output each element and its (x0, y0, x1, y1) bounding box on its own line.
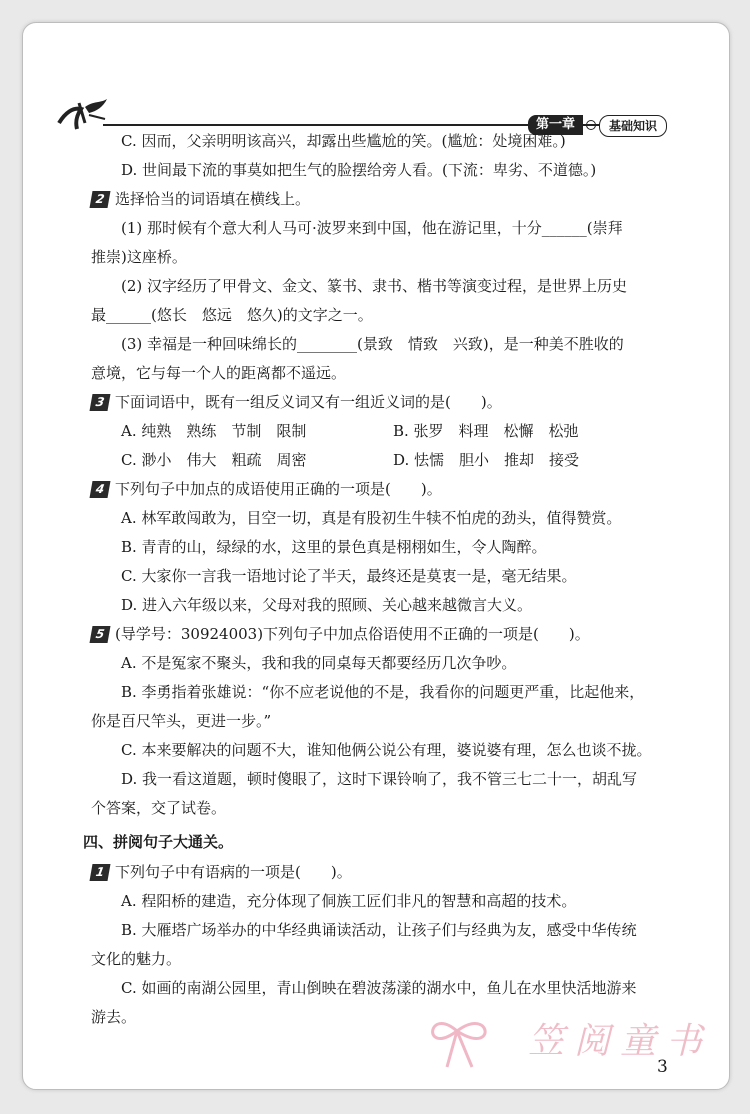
question-number-badge: 1 (90, 864, 111, 881)
question-5 (91, 623, 590, 645)
watermark-text: 笠阅童书 (528, 1021, 713, 1062)
option-d-prev: D. 世间最下流的事莫如把生气的脸摆给旁人看。(下流：卑劣、不道德。) (121, 161, 597, 179)
question-number-badge: 4 (90, 481, 111, 498)
section-4-title: 四、拼阅句子大通关。 (83, 833, 234, 851)
s1-option-b-line2: 文化的魅力。 (91, 950, 182, 968)
brush-logo-icon (55, 93, 111, 133)
s1-option-a: A. 程阳桥的建造，充分体现了侗族工匠们非凡的智慧和高超的技术。 (121, 892, 577, 910)
q3-option-a: A. 纯熟 熟练 节制 限制 (121, 422, 307, 440)
q5-option-a: A. 不是冤家不聚头，我和我的同桌每天都要经历几次争吵。 (121, 654, 517, 672)
question-number-badge: 2 (90, 191, 111, 208)
q3-option-c: C. 渺小 伟大 粗疏 周密 (121, 451, 307, 469)
s1-option-c-line2: 游去。 (91, 1008, 137, 1026)
question-2-title: 选择恰当的词语填在横线上。 (115, 190, 311, 208)
question-4 (91, 478, 442, 500)
q3-option-d: D. 怯懦 胆小 推却 接受 (393, 451, 580, 469)
question-2 (91, 188, 310, 210)
q5-option-d-line2: 个答案，交了试卷。 (91, 799, 227, 817)
page-number: 3 (657, 1057, 668, 1077)
q5-option-d-line1: D. 我一看这道题，顿时傻眼了，这时下课铃响了，我不管三七二十一，胡乱写 (121, 770, 638, 788)
q3-option-b: B. 张罗 料理 松懈 松弛 (393, 422, 579, 440)
question-4-title: 下列句子中加点的成语使用正确的一项是( )。 (115, 480, 442, 498)
q2-item-3a: (3) 幸福是一种回味绵长的________(景致 情致 兴致)，是一种美不胜收的 (121, 335, 624, 353)
q2-item-2b: 最______(悠长 悠远 悠久)的文字之一。 (91, 306, 373, 324)
q4-option-a: A. 林军敢闯敢为，目空一切，真是有股初生牛犊不怕虎的劲头，值得赞赏。 (121, 509, 622, 527)
book-page (22, 22, 730, 1090)
q2-item-3b: 意境，它与每一个人的距离都不遥远。 (91, 364, 347, 382)
s1-option-b-line1: B. 大雁塔广场举办的中华经典诵读活动，让孩子们与经典为友，感受中华传统 (121, 921, 637, 939)
header-dot (586, 120, 596, 130)
chapter-label: 第一章 (528, 115, 583, 135)
q2-item-1a: (1) 那时候有个意大利人马可·波罗来到中国，他在游记里，十分______(崇拜 (121, 219, 623, 237)
q5-option-b-line1: B. 李勇指着张雄说：“你不应老说他的不是，我看你的问题更严重，比起他来， (121, 683, 645, 701)
q4-option-d: D. 进入六年级以来，父母对我的照顾、关心越来越微言大义。 (121, 596, 533, 614)
q5-option-b-line2: 你是百尺竿头，更进一步。” (91, 712, 272, 730)
option-c-prev: C. 因而，父亲明明该高兴，却露出些尴尬的笑。(尴尬：处境困难。) (121, 132, 566, 150)
q2-item-2a: (2) 汉字经历了甲骨文、金文、篆书、隶书、楷书等演变过程，是世界上历史 (121, 277, 628, 295)
question-number-badge: 5 (90, 626, 111, 643)
q5-option-c: C. 本来要解决的问题不大，谁知他俩公说公有理，婆说婆有理，怎么也谈不拢。 (121, 741, 652, 759)
question-3 (91, 391, 502, 413)
s1-question (91, 861, 352, 883)
question-3-title: 下面词语中，既有一组反义词又有一组近义词的是( )。 (115, 393, 502, 411)
q2-item-1b: 推崇)这座桥。 (91, 248, 187, 266)
question-5-title: (导学号：30924003)下列句子中加点俗语使用不正确的一项是( )。 (115, 625, 590, 643)
question-number-badge: 3 (90, 394, 111, 411)
s1-option-c-line1: C. 如画的南湖公园里，青山倒映在碧波荡漾的湖水中，鱼儿在水里快活地游来 (121, 979, 637, 997)
q4-option-c: C. 大家你一言我一语地讨论了半天，最终还是莫衷一是，毫无结果。 (121, 567, 577, 585)
q4-option-b: B. 青青的山，绿绿的水，这里的景色真是栩栩如生，令人陶醉。 (121, 538, 547, 556)
s1-title: 下列句子中有语病的一项是( )。 (115, 863, 352, 881)
topic-label: 基础知识 (599, 115, 667, 137)
